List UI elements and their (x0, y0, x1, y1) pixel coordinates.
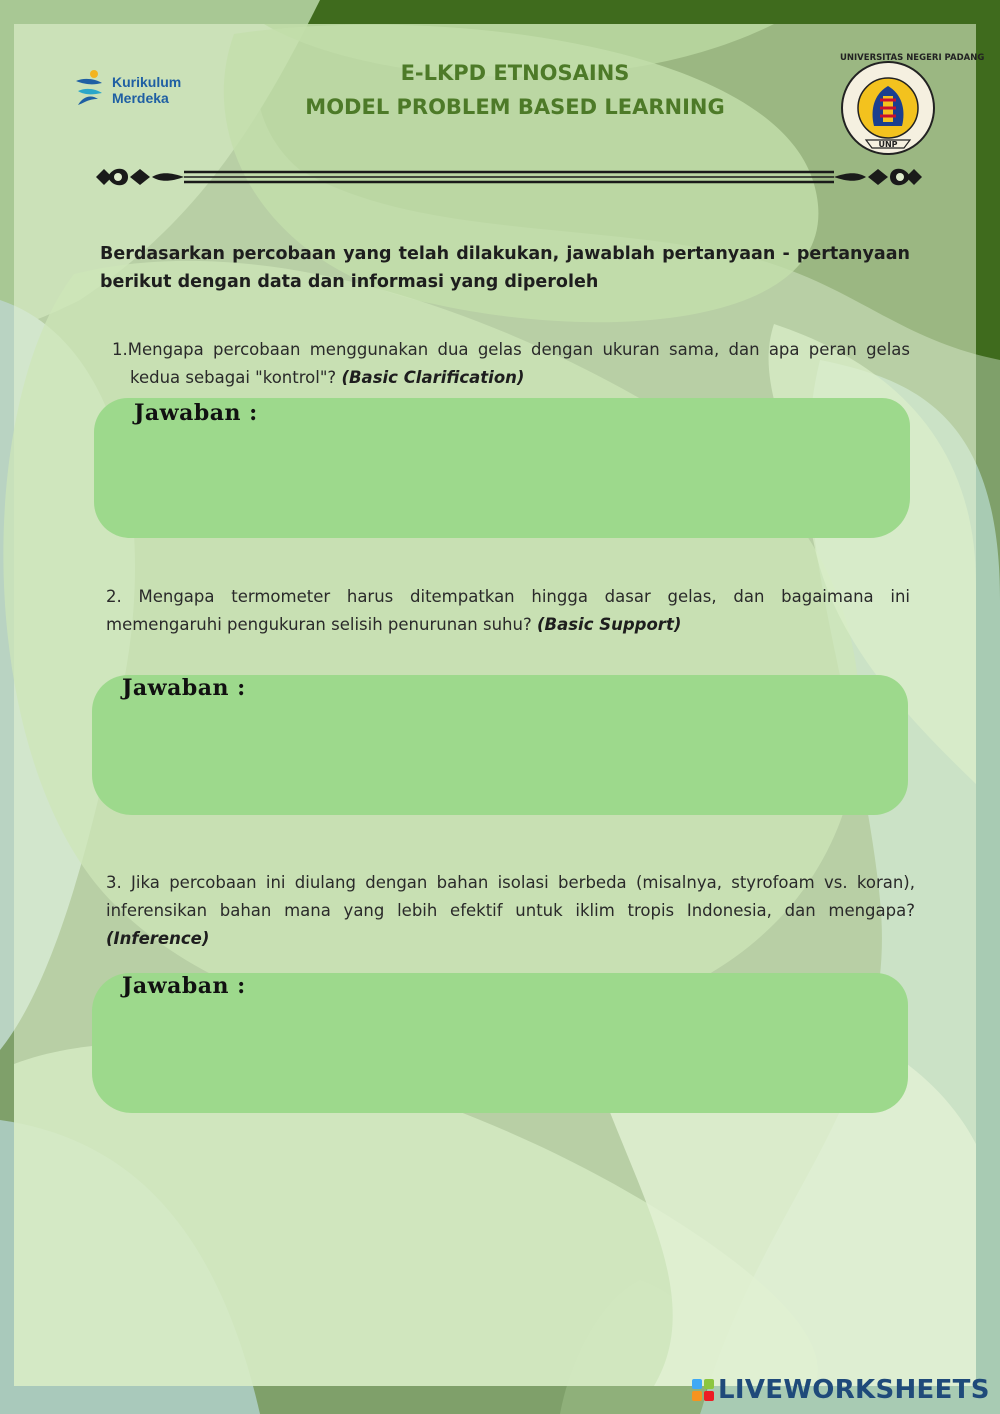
title-line-1: E-LKPD ETNOSAINS (400, 61, 630, 85)
answer-box-2[interactable] (92, 675, 908, 815)
answer-input-2[interactable] (122, 715, 878, 799)
liveworksheets-text: LIVEWORKSHEETS (718, 1375, 990, 1405)
answer-input-1[interactable] (124, 438, 880, 522)
question-3-tag: (Inference) (106, 929, 210, 948)
answer-input-3[interactable] (122, 1013, 878, 1097)
answer-label-1: Jawaban : (134, 400, 258, 426)
logo-text-line1: Kurikulum (112, 74, 182, 90)
unp-university-logo (840, 53, 985, 156)
answer-label-3: Jawaban : (122, 973, 246, 999)
question-2 (106, 583, 910, 639)
question-1-number: 1. (112, 340, 128, 359)
question-2-tag: (Basic Support) (536, 615, 682, 634)
unp-logo-abbrev: UNP (878, 140, 898, 149)
question-2-text: Mengapa termometer harus ditempatkan hingga dasar gelas, dan bagaimana ini memengaruhi pengukuran selisih penurunan suhu? (106, 587, 910, 634)
instruction-text: Berdasarkan percobaan yang telah dilakukan, jawablah pertanyaan - pertanyaan berikut dengan data dan informasi yang diperoleh (100, 244, 910, 292)
logo-text-line2: Merdeka (112, 90, 169, 106)
question-2-number: 2. (106, 587, 122, 606)
question-1-text: Mengapa percobaan menggunakan dua gelas dengan ukuran sama, dan apa peran gelas kedua sebagai "kontrol"? (127, 340, 910, 387)
kurikulum-merdeka-logo (74, 66, 204, 114)
kurikulum-merdeka-text (112, 74, 181, 106)
question-3 (106, 869, 915, 953)
answer-box-1[interactable] (94, 398, 910, 538)
page-title (230, 56, 800, 124)
unp-logo-ring-text: UNIVERSITAS NEGERI PADANG (840, 53, 985, 63)
kurikulum-merdeka-icon (74, 69, 106, 111)
title-line-2: MODEL PROBLEM BASED LEARNING (305, 95, 725, 119)
question-1 (112, 336, 910, 392)
question-3-text: Jika percobaan ini diulang dengan bahan isolasi berbeda (misalnya, styrofoam vs. koran), inferensikan bahan mana yang lebih efektif untuk iklim tropis Indonesia, dan mengapa? (106, 873, 915, 920)
ornamental-divider (94, 158, 924, 196)
question-1-tag: (Basic Clarification) (341, 368, 525, 387)
liveworksheets-icon (692, 1379, 714, 1401)
answer-box-3[interactable] (92, 973, 908, 1113)
liveworksheets-logo[interactable] (692, 1374, 990, 1406)
answer-label-2: Jawaban : (122, 675, 246, 701)
question-3-number: 3. (106, 873, 122, 892)
